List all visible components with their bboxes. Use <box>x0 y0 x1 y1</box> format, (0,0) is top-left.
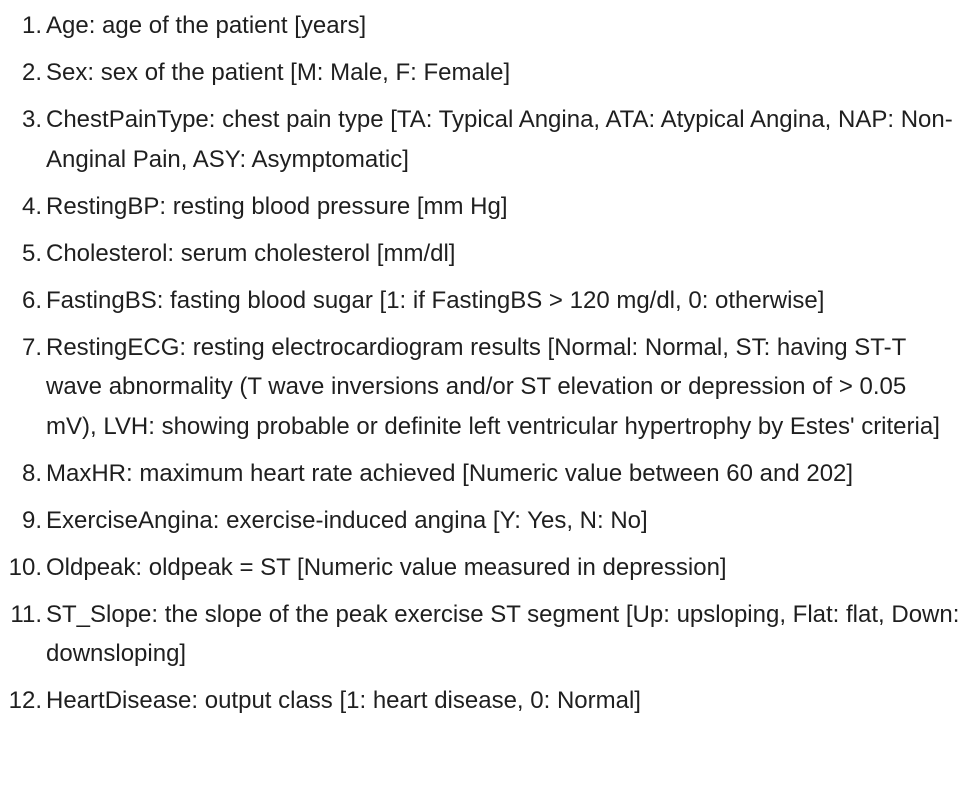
item-number: 12. <box>8 687 42 714</box>
item-text: MaxHR: maximum heart rate achieved [Numeric value between 60 and 202] <box>46 459 854 487</box>
list-item-chest-pain-type <box>0 100 978 179</box>
item-text: HeartDisease: output class [1: heart disease, 0: Normal] <box>46 687 641 714</box>
item-number: 6. <box>21 286 42 314</box>
item-number: 9. <box>21 506 42 534</box>
item-number: 7. <box>21 333 42 361</box>
list-item-exercise-angina <box>0 501 978 541</box>
list-item-st-slope <box>0 595 978 674</box>
item-number: 8. <box>21 459 42 487</box>
item-text: Sex: sex of the patient [M: Male, F: Female] <box>46 59 511 86</box>
item-text: RestingECG: resting electrocardiogram results [Normal: Normal, ST: having ST-T wave abnormality (T wave inversions and/or ST elevation or depression of > 0.05 mV), LVH: showing probable or definite left ventricular hypertrophy by Estes' criteria] <box>46 333 940 440</box>
list-item-oldpeak <box>0 548 978 588</box>
item-text: Oldpeak: oldpeak = ST [Numeric value measured in depression] <box>46 553 727 581</box>
list-item-heart-disease <box>0 681 978 721</box>
list-item-age <box>0 6 978 46</box>
item-text: RestingBP: resting blood pressure [mm Hg] <box>46 192 508 220</box>
list-item-fasting-bs <box>0 281 978 321</box>
item-text: ExerciseAngina: exercise-induced angina [Y: Yes, N: No] <box>46 506 648 534</box>
document-body <box>0 6 978 728</box>
item-text: Age: age of the patient [years] <box>46 12 367 39</box>
item-number: 1. <box>21 12 42 39</box>
list-item-resting-ecg <box>0 328 978 447</box>
item-number: 3. <box>21 106 42 133</box>
attribute-list <box>0 6 978 721</box>
item-number: 10. <box>8 553 42 581</box>
item-text: Cholesterol: serum cholesterol [mm/dl] <box>46 239 456 267</box>
list-item-max-hr <box>0 454 978 494</box>
item-text: ST_Slope: the slope of the peak exercise ST segment [Up: upsloping, Flat: flat, Down: downsloping] <box>46 600 960 667</box>
item-number: 5. <box>21 239 42 267</box>
list-item-resting-bp <box>0 187 978 227</box>
item-number: 11. <box>10 600 42 628</box>
list-item-cholesterol <box>0 234 978 274</box>
item-text: FastingBS: fasting blood sugar [1: if FastingBS > 120 mg/dl, 0: otherwise] <box>46 286 825 314</box>
list-item-sex <box>0 53 978 93</box>
item-number: 4. <box>21 192 42 220</box>
item-number: 2. <box>21 59 42 86</box>
item-text: ChestPainType: chest pain type [TA: Typical Angina, ATA: Atypical Angina, NAP: Non-Anginal Pain, ASY: Asymptomatic] <box>46 106 953 173</box>
